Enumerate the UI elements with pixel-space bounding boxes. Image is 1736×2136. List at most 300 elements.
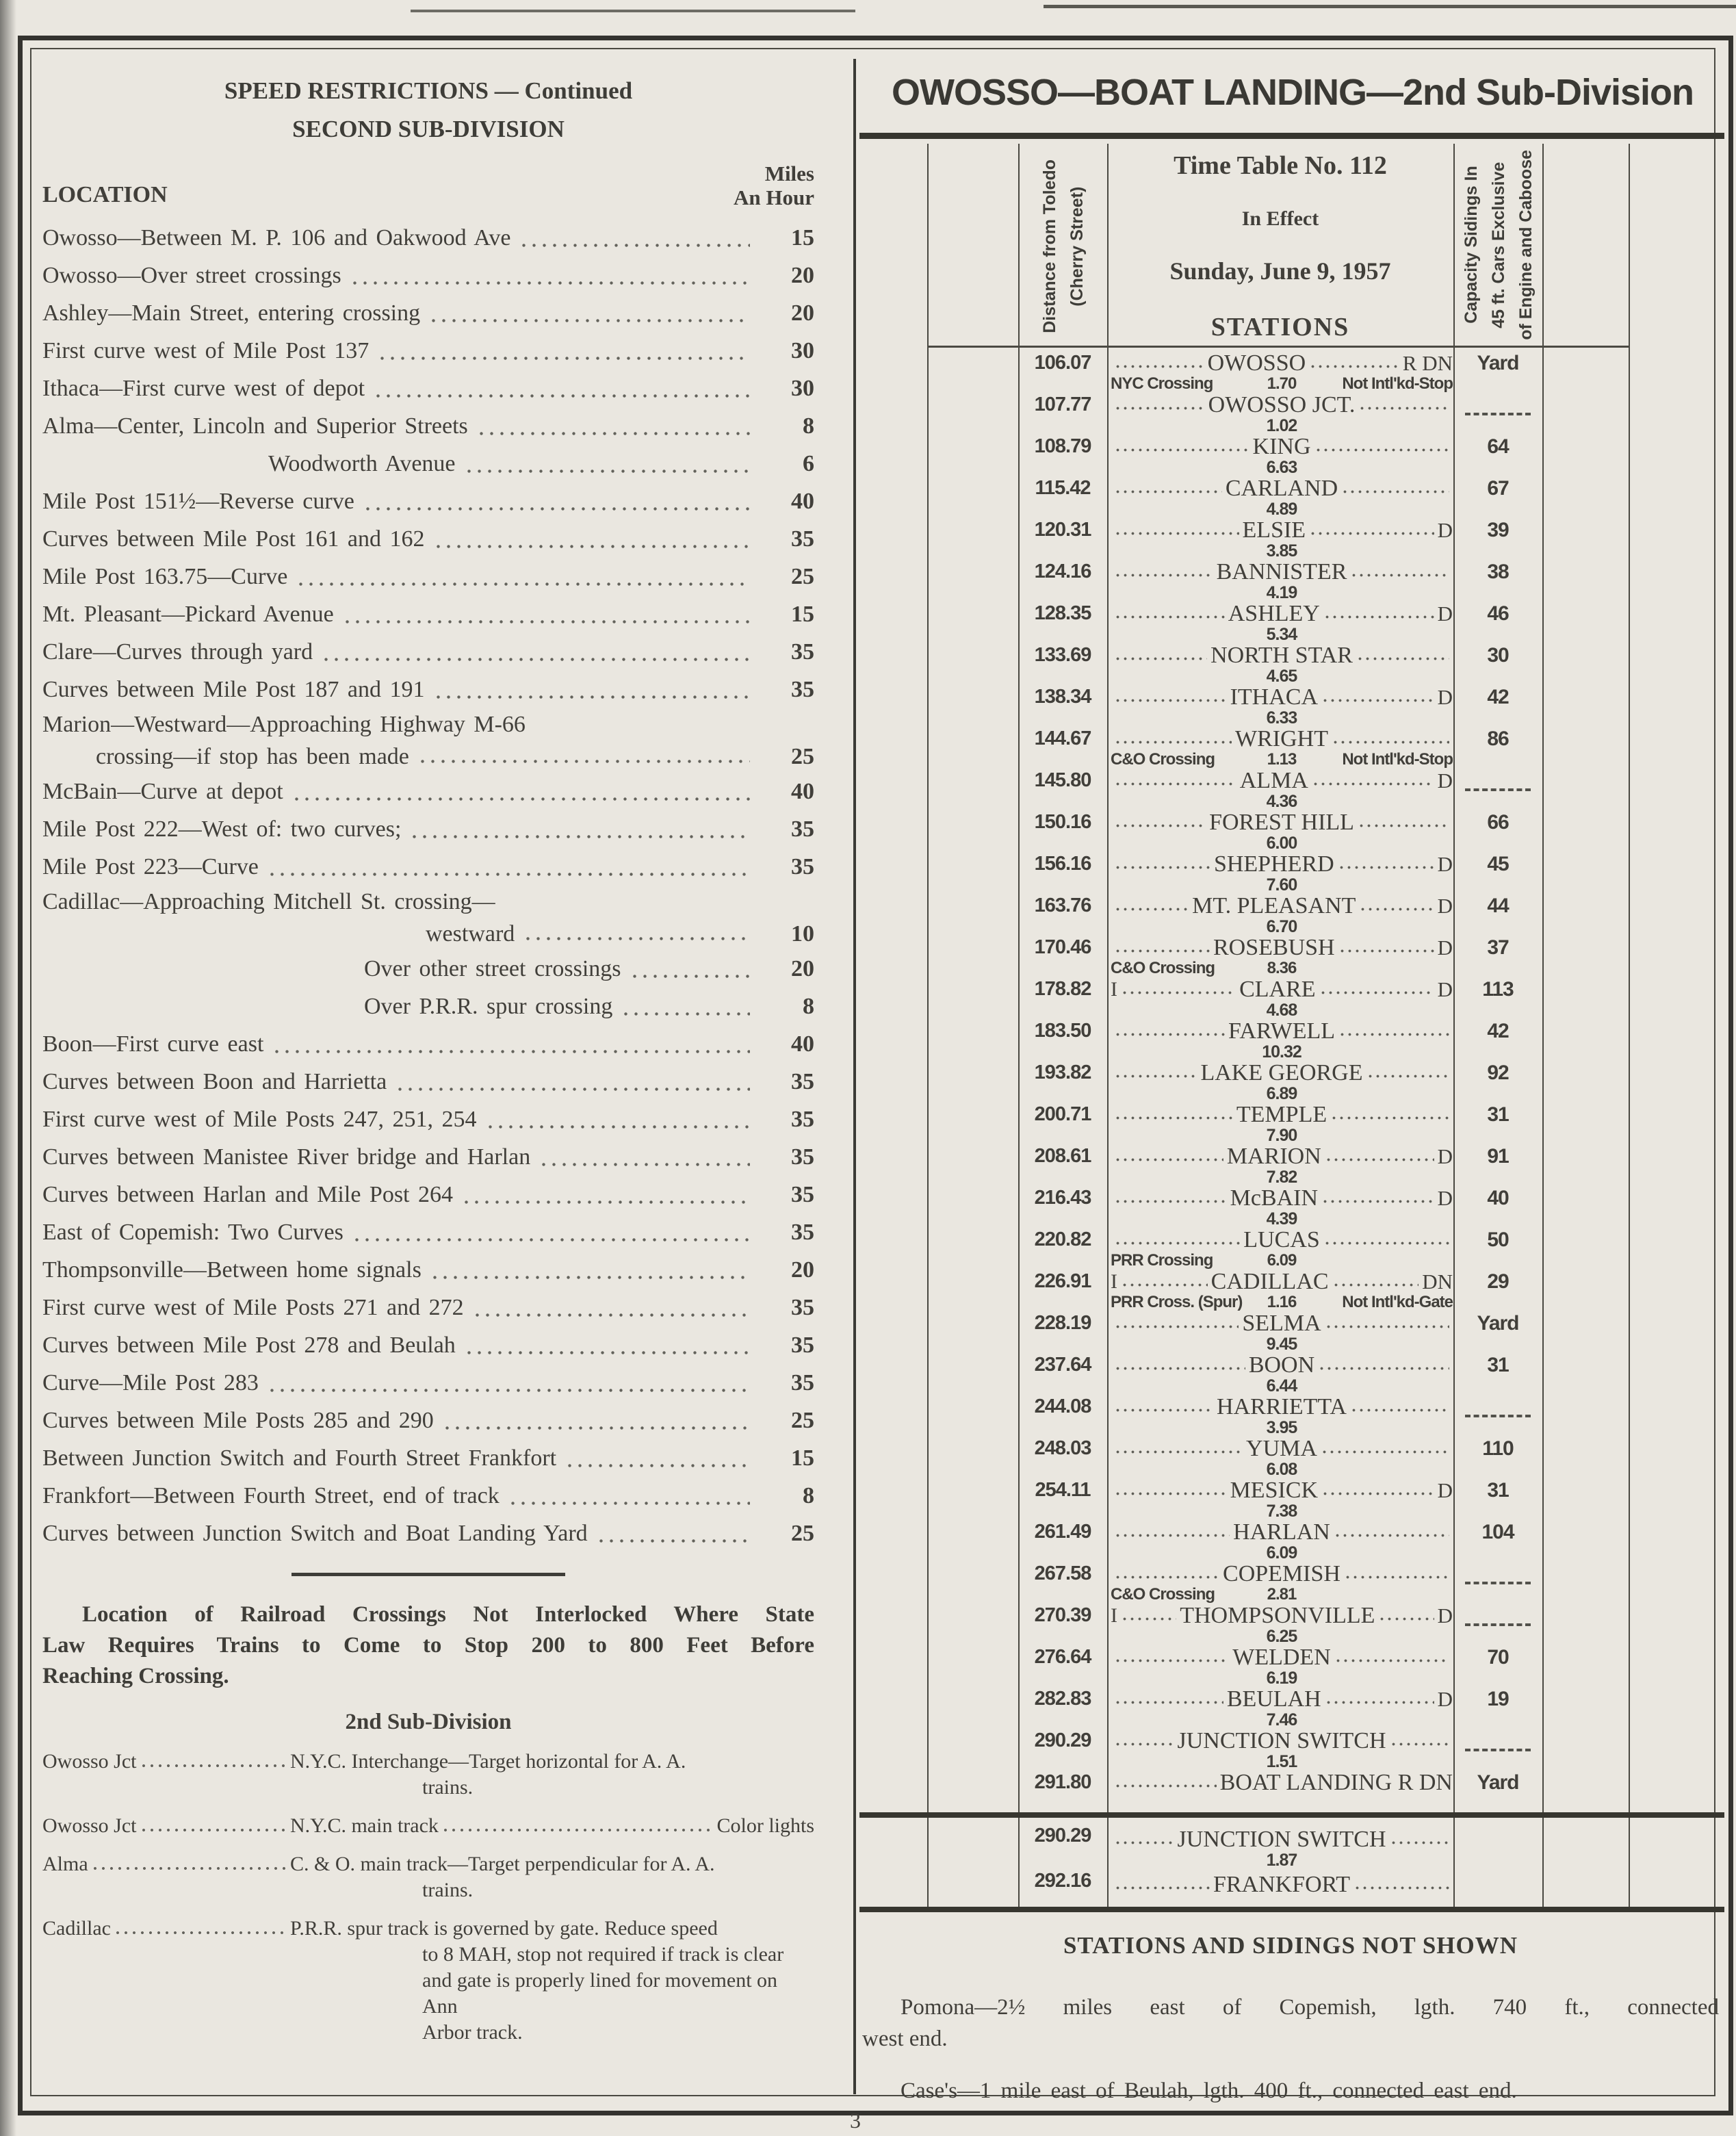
station-name: FRANKFORT: [1213, 1872, 1351, 1897]
dot-leader: [1325, 1699, 1434, 1706]
timetable-distance-row: [927, 1127, 1629, 1144]
milepost-value: 144.67: [1034, 728, 1091, 749]
dot-leader: [1312, 781, 1434, 788]
dot-leader: [433, 693, 751, 702]
speed-restriction-row: [42, 1176, 814, 1213]
milepost-value: 156.16: [1034, 853, 1091, 875]
distance-between-stations: 7.82: [1266, 1168, 1297, 1187]
distance-between-stations: 6.89: [1266, 1084, 1297, 1103]
crossing-note: [1111, 1252, 1453, 1269]
siding-capacity: 31: [1487, 1353, 1509, 1376]
station-cell: [1111, 977, 1453, 1002]
speed-value: 25: [791, 564, 814, 589]
station-suffix: D: [1437, 1186, 1453, 1210]
crossing-description: C. & O. main track—Target perpendicular for A. A.: [290, 1853, 715, 1875]
capacity-dash: [1465, 788, 1531, 791]
dot-leader: [508, 1500, 750, 1508]
station-name: CARLAND: [1225, 476, 1338, 501]
interlocking-mark: I: [1111, 1604, 1117, 1627]
dot-leader: [1338, 864, 1434, 871]
station-cell: [1111, 1144, 1453, 1169]
distance-between-stations: 4.65: [1266, 667, 1297, 686]
speed-value: 8: [803, 413, 814, 439]
dot-leader: [1366, 1073, 1449, 1080]
crossing-note-label: PRR Crossing: [1111, 1251, 1213, 1270]
station-suffix: D: [1437, 769, 1453, 793]
dot-leader: [140, 1762, 289, 1770]
timetable-station-row: [927, 434, 1629, 459]
restriction-text: Thompsonville—Between home signals: [42, 1257, 422, 1283]
siding-capacity: 39: [1487, 518, 1509, 541]
speed-value: 35: [791, 1107, 814, 1132]
dot-leader: [630, 973, 750, 981]
subdivision-heading: 2nd Sub-Division: [345, 1710, 512, 1734]
timetable-distance-row: [927, 877, 1629, 893]
station-suffix: D: [1437, 1478, 1453, 1502]
table-bottom-rule: [859, 1907, 1724, 1912]
crossing-note-type: Not Intl'kd-Gate: [1342, 1293, 1453, 1311]
timetable-distance-row: [927, 543, 1629, 559]
distance-between-stations: 4.89: [1266, 500, 1297, 519]
crossing-note-label: C&O Crossing: [1111, 1585, 1215, 1604]
dot-leader: [1390, 1840, 1449, 1847]
station-cell: [1111, 1770, 1453, 1795]
restriction-text: Curves between Junction Switch and Boat Landing Yard: [42, 1521, 588, 1546]
crossing-entry-line: [42, 1851, 814, 1877]
restriction-text: Mile Post 223—Curve: [42, 854, 259, 879]
scan-edge-shadow: [0, 0, 16, 2136]
dot-leader: [1114, 1407, 1213, 1414]
capacity-dash: [1465, 1749, 1531, 1751]
dot-leader: [485, 1123, 750, 1132]
header-bottom-rule: [927, 346, 1629, 348]
siding-capacity: 64: [1487, 435, 1509, 458]
restriction-text: Woodworth Avenue: [268, 451, 456, 476]
station-name: NORTH STAR: [1210, 643, 1353, 668]
distance-between-stations: 6.63: [1266, 458, 1297, 477]
timetable-distance-row: [927, 668, 1629, 684]
station-name: HARRIETTA: [1217, 1394, 1347, 1419]
timetable-station-row: [927, 1018, 1629, 1044]
timetable-station-row: [927, 1185, 1629, 1211]
dot-leader: [1114, 447, 1249, 454]
crossing-description-continued: to 8 MAH, stop not required if track is clear: [422, 1943, 784, 1966]
milepost-value: 200.71: [1034, 1103, 1091, 1125]
siding-capacity: 29: [1487, 1270, 1509, 1293]
siding-capacity: 31: [1487, 1478, 1509, 1502]
dot-leader: [292, 795, 750, 804]
milepost-value: 145.80: [1034, 769, 1091, 791]
speed-restriction-row: [42, 633, 814, 671]
timetable-station-row: [927, 684, 1629, 710]
distance-between-stations: 4.19: [1266, 583, 1297, 602]
dot-leader: [565, 1462, 750, 1471]
capacity-dash: [1465, 1623, 1531, 1626]
page-number: 3: [850, 2108, 861, 2133]
timetable-distance-row: [927, 1753, 1629, 1770]
timetable-number: Time Table No. 112: [1174, 151, 1387, 180]
dot-leader: [1114, 1449, 1243, 1456]
station-cell: [1111, 350, 1453, 376]
siding-capacity: 91: [1487, 1144, 1509, 1168]
capacity-header-line: of Engine and Caboose: [1516, 150, 1536, 340]
crossing-location: [42, 1851, 290, 1877]
timetable-distance-row: [927, 1336, 1629, 1352]
station-cell: [1111, 1018, 1453, 1044]
station-suffix: D: [1437, 1687, 1453, 1711]
station-cell: [1111, 1436, 1453, 1461]
speed-restriction-row: [42, 1101, 814, 1138]
restriction-text: Curves between Mile Posts 285 and 290: [42, 1408, 434, 1433]
milepost-value: 138.34: [1034, 686, 1091, 708]
crossing-description-continued: Arbor track.: [422, 2021, 523, 2044]
siding-capacity: 50: [1487, 1228, 1509, 1251]
capacity-column-header: [1456, 146, 1541, 344]
station-name: FOREST HILL: [1209, 810, 1354, 835]
restriction-text: First curve west of Mile Posts 271 and 272: [42, 1295, 464, 1320]
crossing-note-distance: 8.36: [1267, 959, 1297, 977]
crossing-entry: [42, 1916, 814, 2046]
dot-leader: [1114, 1783, 1217, 1790]
speed-value: 30: [791, 376, 814, 401]
station-name: BOON: [1248, 1352, 1315, 1378]
station-name: SHEPHERD: [1213, 851, 1334, 877]
title-rule: [859, 133, 1724, 139]
restriction-text: Alma—Center, Lincoln and Superior Streets: [42, 413, 468, 439]
restriction-text: Curves between Boon and Harrietta: [42, 1069, 387, 1094]
station-name: COPEMISH: [1223, 1561, 1340, 1586]
crossing-entry-line: [42, 1813, 814, 1839]
crossing-note-type: [1303, 1252, 1453, 1269]
crossing-note: [1111, 1294, 1453, 1311]
timetable-distance-row: [927, 1002, 1629, 1018]
dot-leader: [1344, 1574, 1449, 1581]
interlocking-mark: I: [1111, 978, 1117, 1001]
effective-date: Sunday, June 9, 1957: [1169, 257, 1391, 285]
station-name: FARWELL: [1228, 1018, 1336, 1044]
speed-restriction-row: [42, 332, 814, 370]
restriction-text: East of Copemish: Two Curves: [42, 1220, 344, 1245]
speed-restriction-row: [42, 595, 814, 633]
siding-capacity: 31: [1487, 1103, 1509, 1126]
speed-value: 15: [791, 225, 814, 250]
crossing-note-type: [1303, 960, 1453, 977]
distance-between-stations: 9.45: [1266, 1335, 1297, 1354]
station-suffix: D: [1437, 685, 1453, 709]
dot-leader: [596, 1537, 750, 1546]
timetable-distance-row: [927, 710, 1629, 726]
speed-restrictions-section: [42, 77, 814, 2058]
timetable-crossing-note-row: [927, 1252, 1629, 1269]
table-rule-v6: [1629, 144, 1630, 1909]
interlocking-mark: I: [1111, 1270, 1117, 1293]
milepost-value: 115.42: [1035, 477, 1091, 499]
distance-between-stations: 1.87: [1266, 1851, 1297, 1870]
station-cell: [1111, 1478, 1453, 1503]
dot-leader: [1114, 781, 1236, 788]
dot-leader: [1356, 656, 1449, 662]
speed-restriction-row: [42, 257, 814, 294]
dot-leader: [114, 1929, 289, 1937]
dot-leader: [428, 317, 750, 326]
siding-capacity: Yard: [1477, 1771, 1519, 1794]
timetable-station-row: [927, 1561, 1629, 1586]
speed-value: 35: [791, 1220, 814, 1245]
timetable-station-row: [927, 1770, 1629, 1795]
dot-leader: [1314, 447, 1450, 454]
station-name: KING: [1252, 434, 1311, 459]
crossing-note-distance: 1.16: [1267, 1293, 1297, 1311]
station-suffix: D: [1437, 518, 1453, 542]
dot-leader: [1350, 572, 1449, 579]
timetable-distance-row: [927, 1378, 1629, 1394]
timetable-distance-row: [927, 417, 1629, 434]
station-cell: [1111, 1603, 1453, 1628]
dot-leader: [373, 392, 750, 401]
milepost-value: 291.80: [1034, 1771, 1091, 1793]
siding-capacity: [1453, 392, 1542, 417]
timetable-station-row: [927, 768, 1629, 793]
station-cell: [1111, 1185, 1453, 1211]
speed-value: 20: [791, 300, 814, 326]
distance-between-stations: 3.95: [1266, 1418, 1297, 1437]
dot-leader: [1114, 1532, 1230, 1539]
speed-restriction-row: [42, 370, 814, 407]
crossing-description-continued: trains.: [422, 1879, 474, 1901]
speed-restriction-row: [42, 1251, 814, 1289]
speed-value: 6: [803, 451, 814, 476]
crossing-note-distance: 1.70: [1267, 374, 1297, 393]
dot-leader: [1114, 697, 1227, 704]
distance-header-line: Distance from Toledo: [1040, 159, 1059, 333]
speed-restriction-row: [42, 848, 814, 886]
timetable-distance-row: [927, 1461, 1629, 1478]
crossing-note: [1111, 1586, 1453, 1603]
timetable-distance-row: [927, 1712, 1629, 1728]
restriction-text: Ithaca—First curve west of depot: [42, 376, 365, 401]
crossing-note-label: C&O Crossing: [1111, 959, 1215, 977]
dot-leader: [461, 1198, 750, 1207]
dot-leader: [1309, 363, 1399, 370]
dot-leader: [1318, 1365, 1449, 1372]
siding-capacity: [1453, 1394, 1542, 1419]
station-suffix: D: [1437, 1604, 1453, 1627]
station-cell: [1111, 1060, 1453, 1085]
crossing-entry: [42, 1813, 814, 1839]
dot-leader: [296, 580, 750, 589]
dot-leader: [1321, 697, 1434, 704]
distance-between-stations: 3.85: [1266, 541, 1297, 561]
station-name: ROSEBUSH: [1213, 935, 1335, 960]
timetable-distance-row: [927, 1503, 1629, 1519]
station-name: ITHACA: [1230, 684, 1319, 710]
speed-restriction-row: [42, 1289, 814, 1326]
dot-leader: [1341, 489, 1449, 496]
crossing-location-text: Alma: [42, 1853, 88, 1875]
dot-leader: [1114, 489, 1222, 496]
restriction-text: Marion—Westward—Approaching Highway M-66: [42, 712, 526, 737]
siding-capacity: Yard: [1477, 1311, 1519, 1335]
dot-leader: [1114, 1658, 1229, 1664]
dot-leader: [1325, 1157, 1434, 1163]
speed-value: 35: [791, 1069, 814, 1094]
dot-leader: [409, 833, 750, 842]
speed-restriction-row: [42, 1364, 814, 1402]
milepost-value: 133.69: [1034, 644, 1091, 666]
timetable-station-row: [927, 1144, 1629, 1169]
dot-leader: [1114, 948, 1210, 955]
restriction-text: Curves between Mile Post 187 and 191: [42, 677, 425, 702]
station-name: THOMPSONVILLE: [1180, 1603, 1375, 1628]
timetable-station-row: [927, 935, 1629, 960]
dot-leader: [1114, 864, 1210, 871]
station-name: HARLAN: [1233, 1519, 1330, 1545]
crossing-note: [1111, 376, 1453, 392]
timetable-station-row: [927, 893, 1629, 918]
speed-restriction-row: [42, 558, 814, 595]
speed-restriction-row: [42, 219, 814, 257]
dot-leader: [442, 1424, 750, 1433]
speed-value: 40: [791, 779, 814, 804]
speed-restriction-row: [42, 671, 814, 708]
station-name: LUCAS: [1243, 1227, 1320, 1252]
dot-leader: [472, 1311, 750, 1320]
milepost-value: 248.03: [1034, 1437, 1091, 1459]
speed-value: 35: [791, 1144, 814, 1170]
dot-leader: [1350, 1407, 1449, 1414]
timetable-station-row: [927, 1102, 1629, 1127]
restriction-text: Cadillac—Approaching Mitchell St. crossing—: [42, 889, 495, 914]
milepost-value: 244.08: [1034, 1395, 1091, 1417]
dot-leader: [1390, 1741, 1449, 1748]
dot-leader: [1323, 614, 1434, 621]
distance-between-stations: 7.90: [1266, 1126, 1297, 1145]
restriction-text: Clare—Curves through yard: [42, 639, 313, 665]
timetable-station-row: [927, 1686, 1629, 1712]
speed-value: 20: [791, 1257, 814, 1283]
milepost-value: 128.35: [1034, 602, 1091, 624]
crossing-note-type: Not Intl'kd-Stop: [1342, 374, 1453, 393]
speed-value: 35: [791, 816, 814, 842]
distance-between-stations: 4.68: [1266, 1001, 1297, 1020]
dot-leader: [430, 1274, 750, 1283]
speed-restriction-row: [42, 988, 814, 1025]
station-suffix: D: [1437, 894, 1453, 918]
restriction-text: First curve west of Mile Post 137: [42, 338, 370, 363]
an-hour-label: An Hour: [734, 185, 814, 209]
speed-restriction-row: [42, 520, 814, 558]
speed-restriction-row: [42, 445, 814, 482]
timetable-station-row: [927, 1269, 1629, 1294]
crossing-description: N.Y.C. main track: [290, 1814, 439, 1837]
speed-restriction-row: [42, 1025, 814, 1063]
station-cell: [1111, 1519, 1453, 1545]
siding-capacity: 38: [1487, 560, 1509, 583]
timetable-distance-row: [927, 1419, 1629, 1436]
cases-note-line: Case's—1 mile east of Beulah, lgth. 400 ft., connected east end.: [901, 2079, 1517, 2103]
station-cell: [1111, 392, 1453, 417]
dot-leader: [539, 1161, 750, 1170]
crossing-location-text: Owosso Jct: [42, 1814, 137, 1837]
distance-between-stations: 6.44: [1266, 1376, 1297, 1395]
speed-restrictions-list: [42, 219, 814, 1552]
dot-leader: [1121, 1616, 1176, 1623]
timetable-station-row: [927, 476, 1629, 501]
timetable-distance-row: [927, 1628, 1629, 1645]
speed-restriction-row-continued: [42, 741, 814, 773]
dot-leader: [433, 543, 751, 552]
dot-leader: [1114, 1240, 1240, 1247]
crossing-note-type: [1303, 1586, 1453, 1603]
distance-between-stations: 6.00: [1266, 834, 1297, 853]
speed-value: 10: [791, 921, 814, 947]
dot-leader: [1114, 363, 1204, 370]
crossing-note-type: Not Intl'kd-Stop: [1342, 750, 1453, 769]
section-rule: [292, 1573, 565, 1576]
restrictions-header-row: [42, 151, 814, 208]
crossing-note-label: PRR Cross. (Spur): [1111, 1293, 1243, 1311]
capacity-dash: [1465, 1415, 1531, 1417]
siding-capacity: 19: [1487, 1687, 1509, 1710]
restriction-text: Owosso—Over street crossings: [42, 263, 341, 288]
siding-capacity: 113: [1482, 977, 1514, 1001]
dot-leader: [621, 1010, 750, 1019]
speed-value: 35: [791, 526, 814, 552]
scan-artifact-line: [411, 10, 855, 12]
crossing-entry-line: [42, 1749, 814, 1775]
dot-leader: [1334, 1532, 1449, 1539]
siding-capacity: Yard: [1477, 351, 1519, 374]
timetable-station-row: [927, 1603, 1629, 1628]
timetable-title: OWOSSO—BOAT LANDING—2nd Sub-Division: [892, 72, 1694, 113]
timetable-station-row: [927, 1060, 1629, 1085]
siding-capacity: 70: [1487, 1645, 1509, 1669]
restriction-text: Between Junction Switch and Fourth Street Frankfort: [42, 1445, 557, 1471]
speed-value: 35: [791, 1182, 814, 1207]
restriction-text: Ashley—Main Street, entering crossing: [42, 300, 421, 326]
dot-leader: [1338, 948, 1434, 955]
station-name: JUNCTION SWITCH: [1177, 1827, 1386, 1852]
milepost-value: 163.76: [1034, 895, 1091, 916]
siding-capacity: 86: [1487, 727, 1509, 750]
restriction-text: Mile Post 222—West of: two curves;: [42, 816, 402, 842]
dot-leader: [395, 1085, 750, 1094]
dot-leader: [1321, 1491, 1434, 1497]
crossing-location-text: Cadillac: [42, 1917, 111, 1940]
distance-between-stations: 7.46: [1266, 1710, 1297, 1729]
siding-capacity: 30: [1487, 643, 1509, 667]
dot-leader: [1114, 1365, 1245, 1372]
station-cell: [1111, 643, 1453, 668]
crossing-description: N.Y.C. Interchange—Target horizontal for A. A.: [290, 1750, 686, 1773]
dot-leader: [417, 758, 750, 767]
distance-header-line: (Cherry Street): [1067, 186, 1087, 307]
dot-leader: [1359, 906, 1434, 913]
milepost-value: 237.64: [1034, 1354, 1091, 1376]
distance-between-stations: 7.38: [1266, 1502, 1297, 1521]
distance-between-stations: 10.32: [1262, 1042, 1301, 1061]
table-mid-rule: [859, 1812, 1724, 1818]
dot-leader: [267, 871, 750, 879]
station-cell: [1111, 893, 1453, 918]
dot-leader: [1114, 1885, 1210, 1892]
restriction-text: Curves between Mile Post 161 and 162: [42, 526, 425, 552]
timetable-distance-row: [927, 1085, 1629, 1102]
timetable-station-row: [927, 1823, 1629, 1852]
crossing-note-label: C&O Crossing: [1111, 750, 1215, 769]
dot-leader: [1114, 1031, 1225, 1038]
station-name: TEMPLE: [1236, 1102, 1327, 1127]
